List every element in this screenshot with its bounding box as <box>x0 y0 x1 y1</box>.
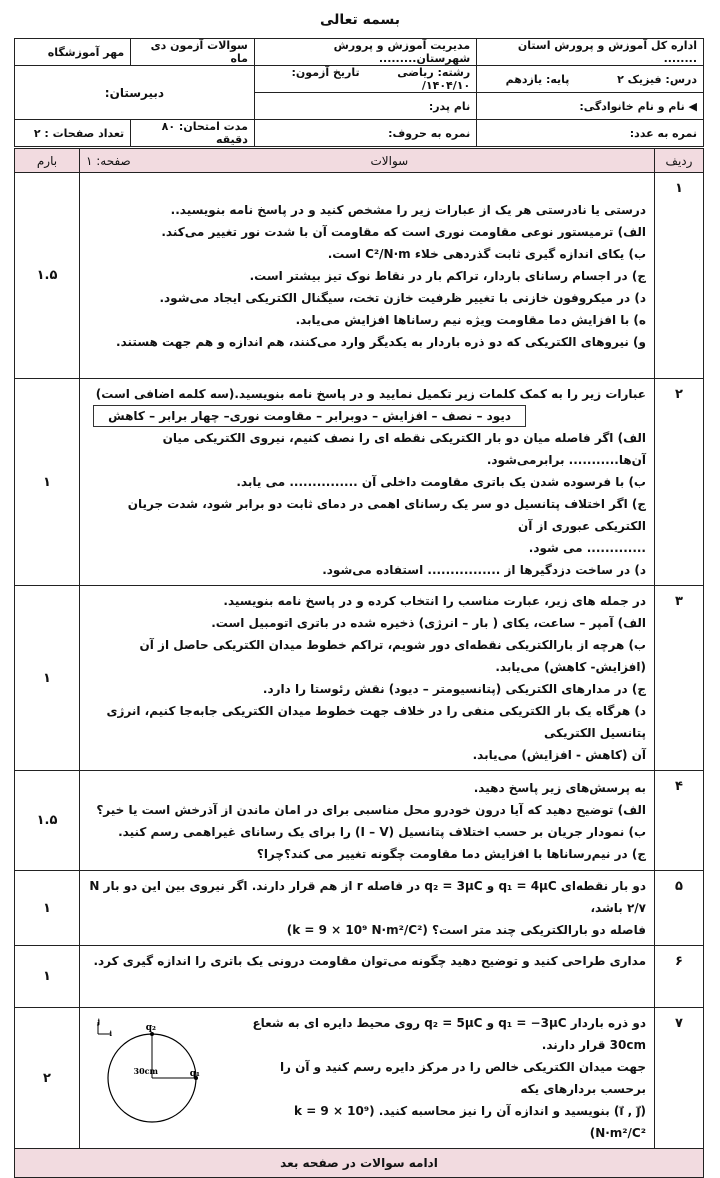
question-line: فاصله دو بارالکتریکی چند متر است؟ (k = 9 × 10⁹ N·m²/C²) <box>286 923 646 937</box>
question-body <box>80 379 655 586</box>
course-label: درس: فیزیک ۲ <box>617 72 697 86</box>
question-line: الف) ترمیستور نوعی مقاومت نوری است که مقاومت آن با شدت نور تغییر می‌کند. <box>161 224 646 239</box>
question-line: جهت میدان الکتریکی خالص را در مرکز دایره رسم کنید و آن را برحسب بردارهای یکه <box>279 1060 646 1096</box>
question-body <box>80 173 655 379</box>
field-label: رشته: ریاضی <box>397 66 471 79</box>
question-line: آن (کاهش - افزایش) می‌یابد. <box>472 748 646 762</box>
score-words-cell: نمره به حروف: <box>254 120 476 147</box>
question-line: ب) یکای اندازه گیری ثابت گذردهی خلاء C²/N·m است. <box>327 246 646 261</box>
question-score: ۱.۵ <box>15 771 80 871</box>
question-number: ۱ <box>655 173 704 379</box>
question-number: ۲ <box>655 379 704 586</box>
question-row <box>15 586 704 771</box>
word-bank-box: دیود – نصف – افزایش – دوبرابر – مقاومت نوری– چهار برابر – کاهش <box>93 405 526 427</box>
question-line: د) هرگاه یک بار الکتریکی منفی را در خلاف جهت خطوط میدان الکتریکی جابه‌جا کنیم، انرژی پتانسیل الکتریکی <box>106 704 646 740</box>
question-score: ۱.۵ <box>15 173 80 379</box>
row-column-header: ردیف <box>655 149 704 173</box>
question-body <box>80 771 655 871</box>
question-number: ۵ <box>655 871 704 946</box>
exam-header-table <box>14 38 704 147</box>
duration-cell: مدت امتحان: ۸۰ دقیقه <box>131 120 255 147</box>
question-line: ب) نمودار جریان بر حسب اختلاف پتانسیل (I – V) را برای یک رسانای غیراهمی رسم کنید. <box>118 824 646 839</box>
score-column-header: بارم <box>15 149 80 173</box>
question-body <box>80 871 655 946</box>
question-line: ب) هرچه از بارالکتریکی نقطه‌ای دور شویم، تراکم خطوط میدان الکتریکی حاصل از آن (افزایش- کاهش) می‌یابد. <box>139 638 646 674</box>
questions-header-label: سوالات <box>370 153 409 168</box>
question-line: الف) آمپر – ساعت، یکای ( بار – انرژی) ذخیره شده در باتری اتومبیل است. <box>211 616 646 630</box>
student-name-cell: ◀ نام و نام خانوادگی: <box>477 93 704 120</box>
question-number: ۳ <box>655 586 704 771</box>
question-row <box>15 871 704 946</box>
question-number: ۷ <box>655 1008 704 1149</box>
question-line: ج) در اجسام رسانای باردار، تراکم بار در نقاط نوک تیز بیشتر است. <box>249 268 646 283</box>
questions-table <box>14 148 704 1178</box>
question-row <box>15 379 704 586</box>
question-score: ۱ <box>15 379 80 586</box>
continue-footer: ادامه سوالات در صفحه بعد <box>15 1149 704 1178</box>
circle-diagram <box>90 1016 230 1126</box>
question-body <box>80 1008 655 1149</box>
question-line: و) نیروهای الکتریکی که دو ذره باردار به یکدیگر وارد می‌کنند، هم اندازه و هم جهت هستند. <box>116 334 646 349</box>
q2-label: q₂ <box>145 1023 156 1033</box>
exam-date-label: تاریخ آزمون: ۱۴۰۴/۱۰/ <box>291 66 471 92</box>
j-unit-label: j <box>97 1017 100 1026</box>
i-unit-label: i <box>109 1029 112 1038</box>
question-line: در جمله های زیر، عبارت مناسب را انتخاب کرده و در پاسخ نامه بنویسید. <box>223 594 646 608</box>
question-number: ۶ <box>655 946 704 1008</box>
pages-count-cell: تعداد صفحات : ۲ <box>15 120 131 147</box>
score-number-cell: نمره به عدد: <box>477 120 704 147</box>
question-line: الف) اگر فاصله میان دو بار الکتریکی نقطه ای را نصف کنیم، نیروی الکتریکی میان آن‌ها........... برابر‌می‌شود. <box>162 431 646 467</box>
question-line: د) در ساخت دزدگیرها از ................ استفاده می‌شود. <box>322 563 646 577</box>
question-line: به پرسش‌های زیر پاسخ دهید. <box>473 780 646 795</box>
questions-column-header <box>80 149 655 173</box>
field-date-cell <box>254 66 476 93</box>
question-score: ۱ <box>15 871 80 946</box>
question-line: عبارات زیر را به کمک کلمات زیر تکمیل نمایید و در پاسخ نامه بنویسید.(سه کلمه اضافی است) <box>95 387 646 401</box>
question-line: درستی یا نادرستی هر یک از عبارات زیر را مشخص کنید و در پاسخ نامه بنویسید.. <box>170 202 646 217</box>
exam-title-cell: سوالات آزمون دی ماه <box>131 39 255 66</box>
charges-circle-figure <box>90 1016 230 1126</box>
question-body <box>80 586 655 771</box>
question-row <box>15 771 704 871</box>
grade-label: پایه: یازدهم <box>505 72 570 86</box>
question-number: ۴ <box>655 771 704 871</box>
bismillah-title: بسمه تعالی <box>319 12 401 28</box>
question-line: د) در میکروفون خازنی با تغییر ظرفیت خازن تخت، سیگنال الکتریکی ایجاد می‌شود. <box>159 290 646 305</box>
stamp-cell: مهر آموزشگاه <box>15 39 131 66</box>
question-line: (i⃗ , j⃗) بنویسید و اندازه آن را نیز محاسبه کنید. (k = 9 × 10⁹ N·m²/C²) <box>294 1104 646 1140</box>
question-body <box>80 946 655 1008</box>
radius-label: 30cm <box>133 1066 158 1076</box>
question-line: مداری طراحی کنید و توضیح دهید چگونه می‌توان مقاومت درونی یک باتری را اندازه گیری کرد. <box>93 954 646 968</box>
question-line: ج) اگر اختلاف پتانسیل دو سر یک رسانای اهمی در دمای ثابت دو برابر شود، شدت جریان الکتریکی عبوری از آن <box>127 497 646 533</box>
question-line: الف) توضیح دهید که آیا درون خودرو محل مناسبی برای در امان ماندن از آذرخش است یا خیر؟ <box>96 802 646 817</box>
office-cell: مدیریت آموزش و پرورش شهرستان......... <box>254 39 476 66</box>
school-cell: دبیرستان: <box>15 66 255 120</box>
question-line: دو ذره باردار q₁ = −3μC و q₂ = 5μC روی محیط دایره ای به شعاع 30cm قرار دارند. <box>252 1016 646 1052</box>
question-score: ۱ <box>15 586 80 771</box>
course-grade-cell <box>477 66 704 93</box>
question-line: ج) در مدارهای الکتریکی (پتانسیومتر – دیود) نقش رئوستا را دارد. <box>262 682 646 696</box>
question-row <box>15 1008 704 1149</box>
question-score: ۱ <box>15 946 80 1008</box>
question-line: دو بار نقطه‌ای q₁ = 4μC و q₂ = 3μC در فاصله r از هم قرار دارند. اگر نیروی بین این دو بار N ۲/۷ باشد، <box>89 879 646 915</box>
father-name-cell: نام پدر: <box>254 93 476 120</box>
question-line: ب) با فرسوده شدن یک باتری مقاومت داخلی آن ............... می یابد. <box>236 475 646 489</box>
question-row <box>15 173 704 379</box>
question-line: ............. می شود. <box>528 541 646 555</box>
page-number-label: صفحه: ۱ <box>86 153 131 168</box>
question-score: ۲ <box>15 1008 80 1149</box>
question-line: ج) در نیم‌رساناها با افزایش دما مقاومت چگونه تغییر می کند؟چرا؟ <box>256 846 646 861</box>
org-cell: اداره کل آموزش و پرورش استان ........ <box>477 39 704 66</box>
question-line: ه) با افزایش دما مقاومت ویژه نیم رساناها افزایش می‌یابد. <box>295 312 646 327</box>
question-row <box>15 946 704 1008</box>
q1-label: q₁ <box>189 1069 200 1079</box>
